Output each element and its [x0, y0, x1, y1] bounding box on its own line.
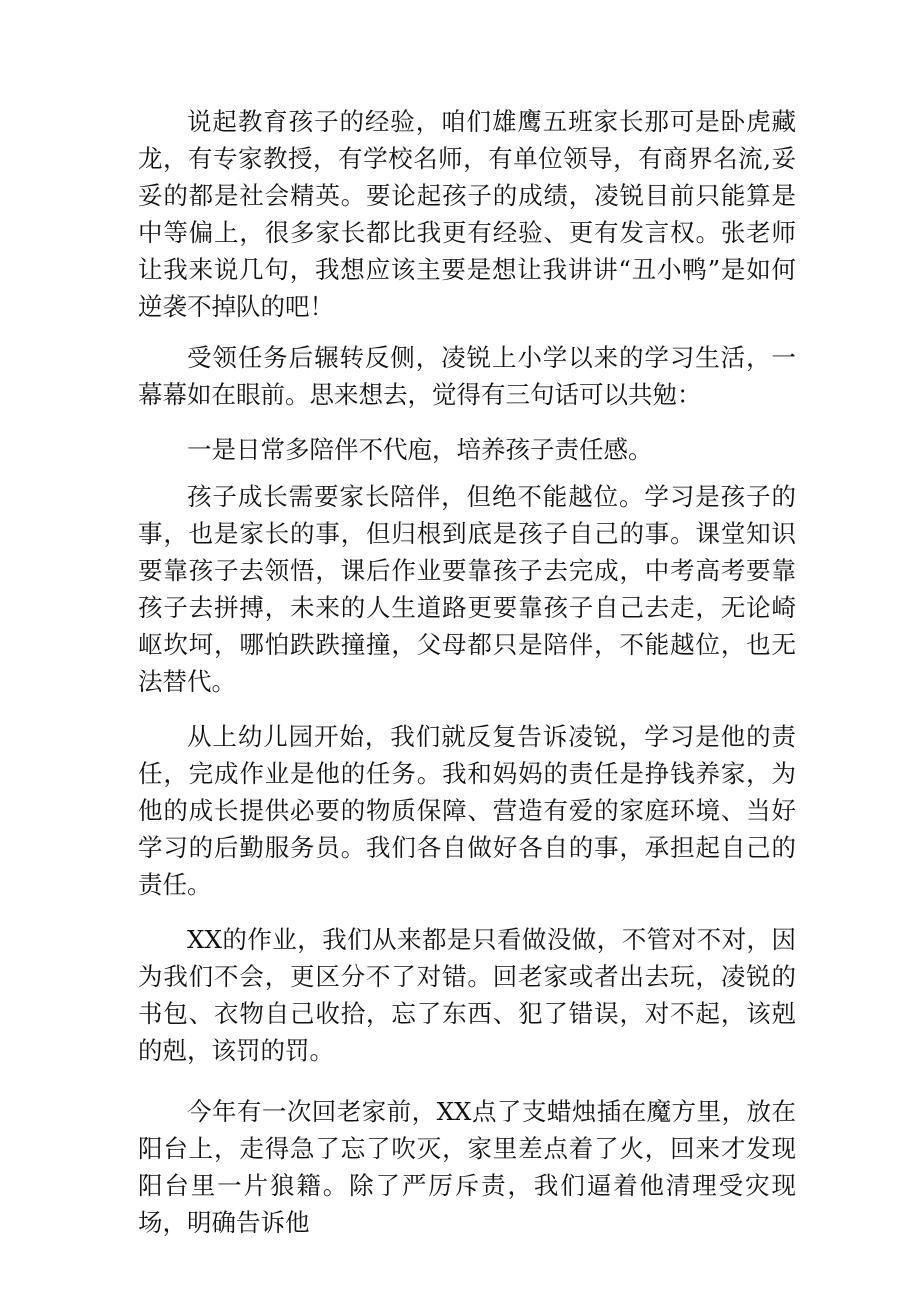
paragraph-homework: XX的作业，我们从来都是只看做没做，不管对不对，因为我们不会，更区分不了对错。回老家或者出去玩，凌锐的书包、衣物自己收拾，忘了东西、犯了错误，对不起，该剋的剋，该罚的罚。: [138, 925, 796, 1065]
document-body: [138, 103, 796, 1241]
paragraph-intro: 说起教育孩子的经验，咱们雄鹰五班家长那可是卧虎藏龙，有专家教授，有学校名师，有单位领导，有商界名流,妥妥的都是社会精英。要论起孩子的成绩，凌锐目前只能算是中等偏上，很多家长都比我更有经验、更有发言权。张老师让我来说几句，我想应该主要是想让我讲讲“丑小鸭”是如何逆袭不掉队的吧！: [138, 107, 796, 321]
section-heading: 一是日常多陪伴不代庖，培养孩子责任感。: [187, 435, 653, 464]
paragraph-task: 受领任务后辗转反侧，凌锐上小学以来的学习生活，一幕幕如在眼前。思来想去，觉得有三句话可以共勉：: [138, 343, 796, 409]
paragraph-responsibility: 从上幼儿园开始，我们就反复告诉凌锐，学习是他的责任，完成作业是他的任务。我和妈妈的责任是挣钱养家，为他的成长提供必要的物质保障、营造有爱的家庭环境、当好学习的后勤服务员。我们各自做好各自的事，承担起自己的责任。: [138, 722, 796, 899]
paragraph-accompany: 孩子成长需要家长陪伴，但绝不能越位。学习是孩子的事，也是家长的事，但归根到底是孩子自己的事。课堂知识要靠孩子去领悟，课后作业要靠孩子去完成，中考高考要靠孩子去拼搏，未来的人生道路更要靠孩子自己去走，无论崎岖坎坷，哪怕跌跌撞撞，父母都只是陪伴，不能越位，也无法替代。: [138, 482, 796, 696]
paragraph-candle: 今年有一次回老家前，XX点了支蜡烛插在魔方里，放在阳台上，走得急了忘了吹灭，家里差点着了火，回来才发现阳台里一片狼籍。除了严厉斥责，我们逼着他清理受灾现场，明确告诉他: [138, 1097, 796, 1237]
